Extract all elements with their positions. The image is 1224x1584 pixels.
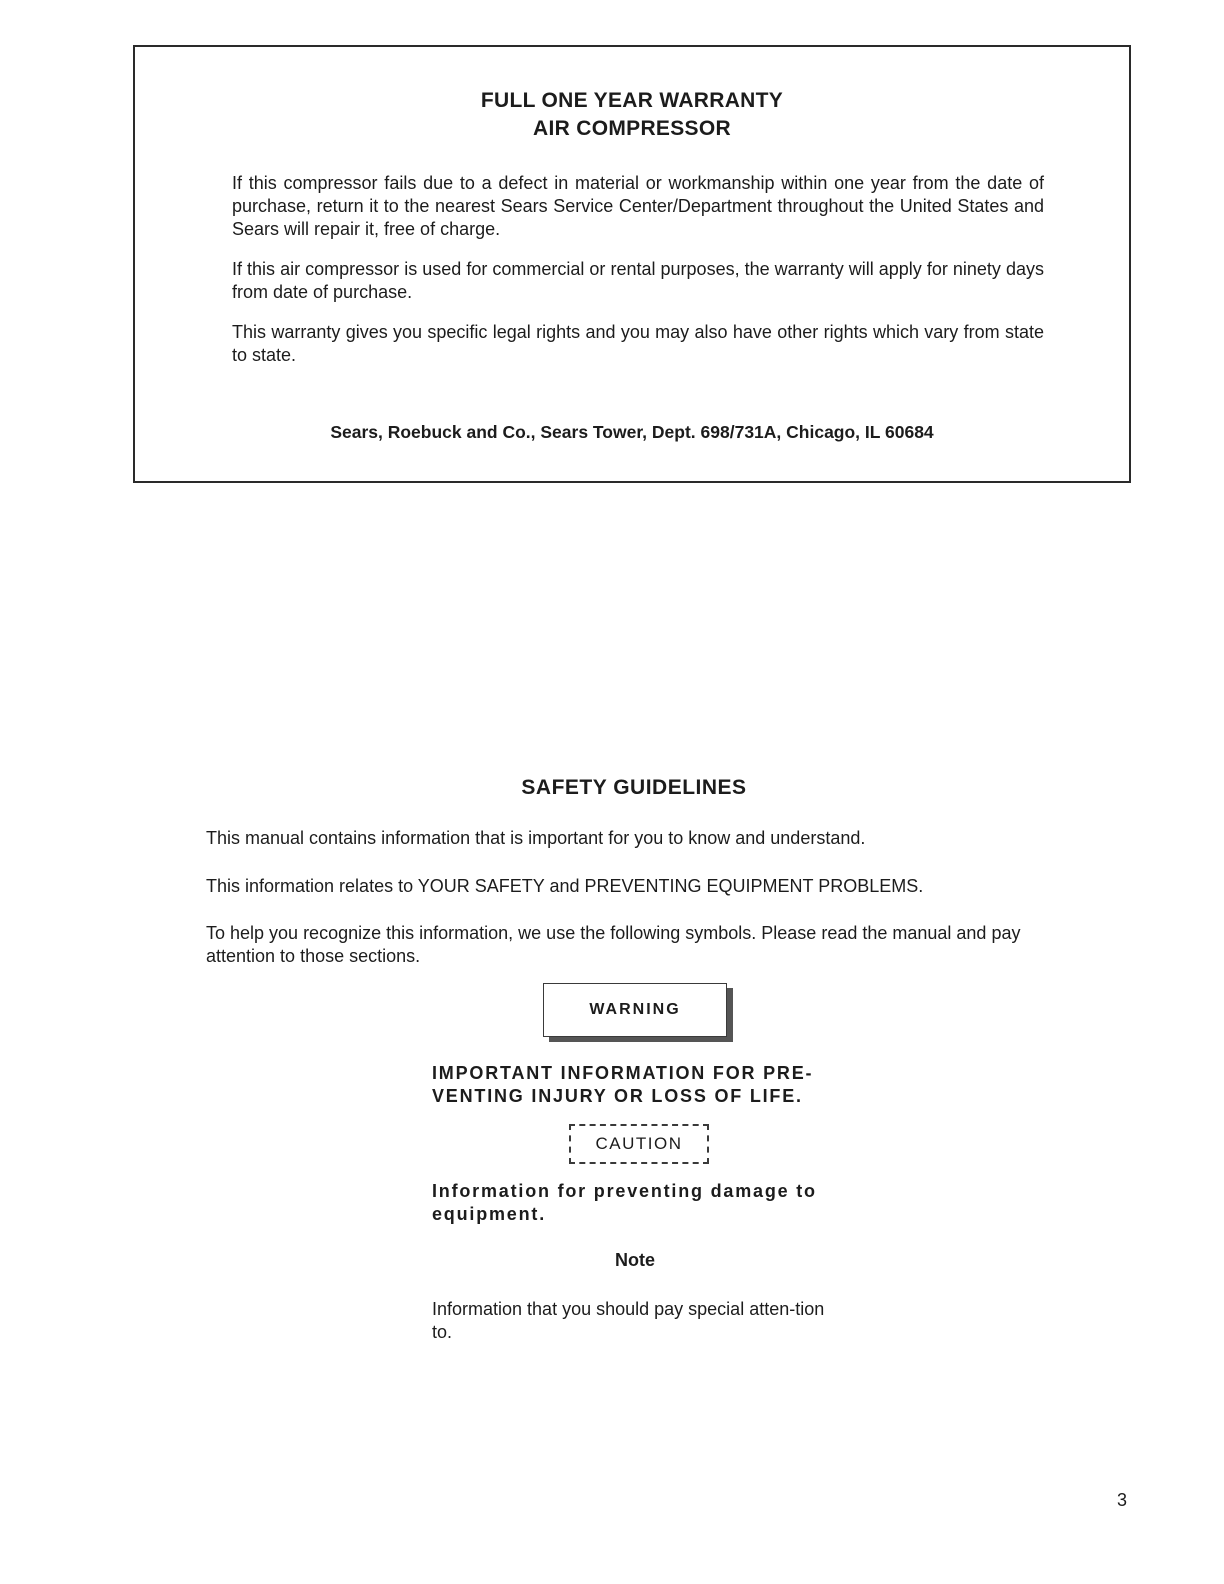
caution-description: Information for preventing damage to equipment. — [432, 1181, 817, 1224]
safety-paragraph: To help you recognize this information, we use the following symbols. Please read the manual and pay attention to those sections. — [206, 923, 1021, 966]
warranty-title: FULL ONE YEAR WARRANTY — [480, 89, 784, 112]
warning-label-text: WARNING — [589, 1001, 681, 1018]
caution-symbol — [569, 1124, 709, 1164]
warranty-box — [133, 45, 1131, 483]
warranty-subtitle: AIR COMPRESSOR — [533, 117, 731, 140]
note-description: Information that you should pay special atten-tion to. — [432, 1299, 825, 1342]
warranty-paragraph: If this compressor fails due to a defect in material or workmanship within one year from the date of purchase, return it to the nearest Sears Service Center/Department throughout the United States and Sears will repair it, free of charge. — [232, 173, 1044, 239]
note-heading: Note — [615, 1250, 655, 1270]
warning-description: IMPORTANT INFORMATION FOR PRE-VENTING INJURY OR LOSS OF LIFE. — [432, 1063, 814, 1106]
safety-paragraph: This information relates to YOUR SAFETY and PREVENTING EQUIPMENT PROBLEMS. — [206, 876, 924, 896]
warranty-paragraph: This warranty gives you specific legal rights and you may also have other rights which vary from state to state. — [232, 322, 1044, 365]
warning-symbol — [543, 983, 727, 1037]
page-number: 3 — [1117, 1490, 1128, 1510]
caution-label-text: CAUTION — [595, 1134, 683, 1153]
warranty-paragraph: If this air compressor is used for commercial or rental purposes, the warranty will apply for ninety days from date of purchase. — [232, 259, 1044, 302]
safety-title: SAFETY GUIDELINES — [521, 776, 747, 799]
safety-paragraph: This manual contains information that is important for you to know and understand. — [206, 828, 866, 848]
warranty-address: Sears, Roebuck and Co., Sears Tower, Dept. 698/731A, Chicago, IL 60684 — [330, 422, 934, 442]
